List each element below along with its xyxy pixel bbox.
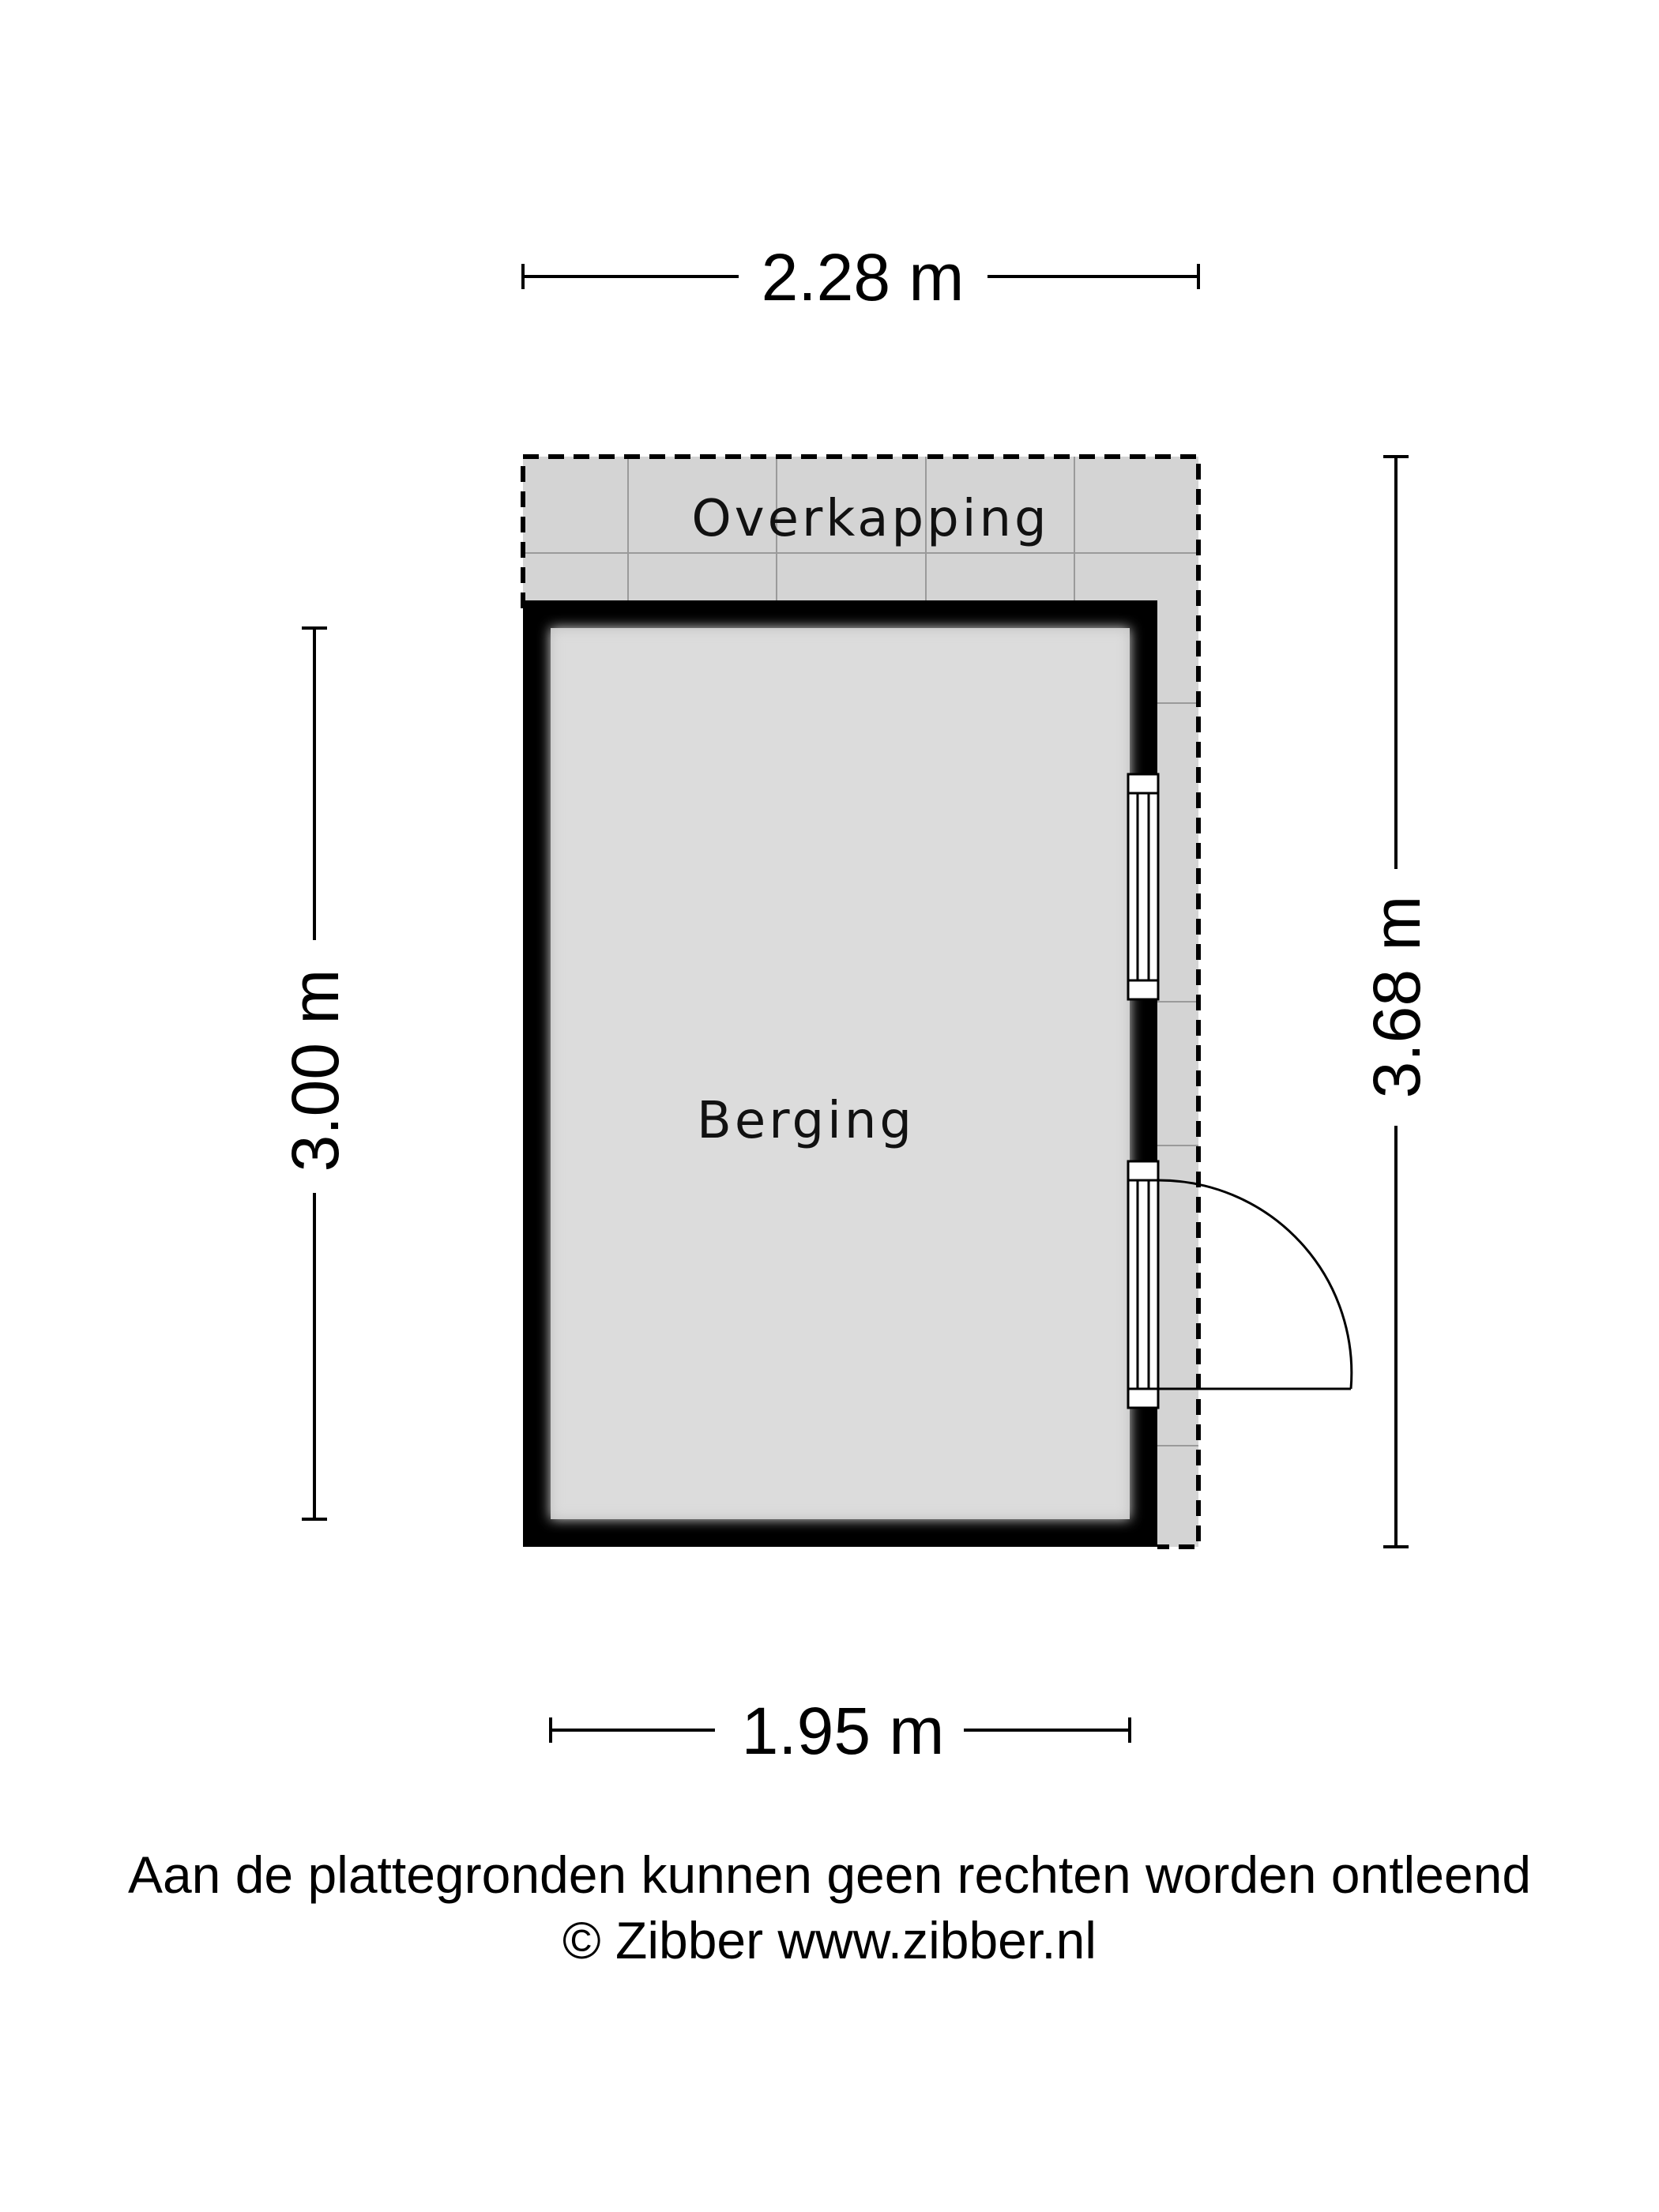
window (1128, 774, 1158, 999)
storage-room (523, 600, 1157, 1547)
dimension-left-label: 3.00 m (278, 969, 352, 1172)
overkapping-label: Overkapping (691, 490, 1050, 548)
dimension-top-label: 2.28 m (761, 240, 965, 314)
disclaimer-text: Aan de plattegronden kunnen geen rechten worden ontleend (127, 1845, 1532, 1904)
dimension-right-label: 3.68 m (1360, 895, 1434, 1099)
storage-label: Berging (696, 1092, 916, 1150)
dimension-bottom-label: 1.95 m (741, 1694, 945, 1768)
copyright-link[interactable]: © Zibber www.zibber.nl (562, 1911, 1097, 1969)
